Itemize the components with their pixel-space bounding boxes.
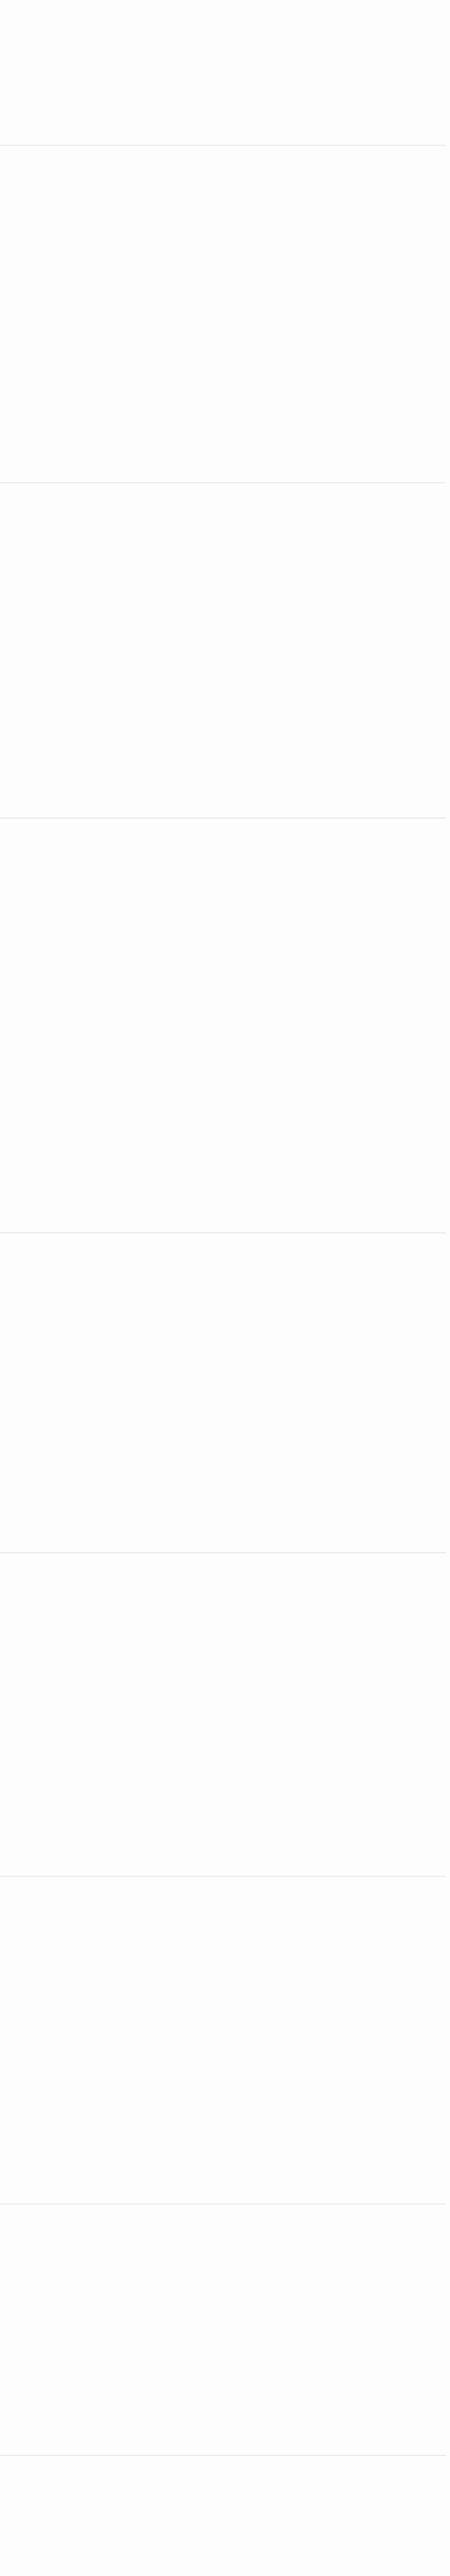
- content-section: [0, 1553, 446, 1876]
- content-section: [0, 2456, 446, 2576]
- content-section: [0, 1233, 446, 1552]
- content-section: [0, 146, 446, 482]
- content-section: [0, 819, 446, 1232]
- content-section: [0, 2205, 446, 2455]
- content-section: [0, 0, 446, 145]
- content-section: [0, 483, 446, 818]
- content-section: [0, 1877, 446, 2204]
